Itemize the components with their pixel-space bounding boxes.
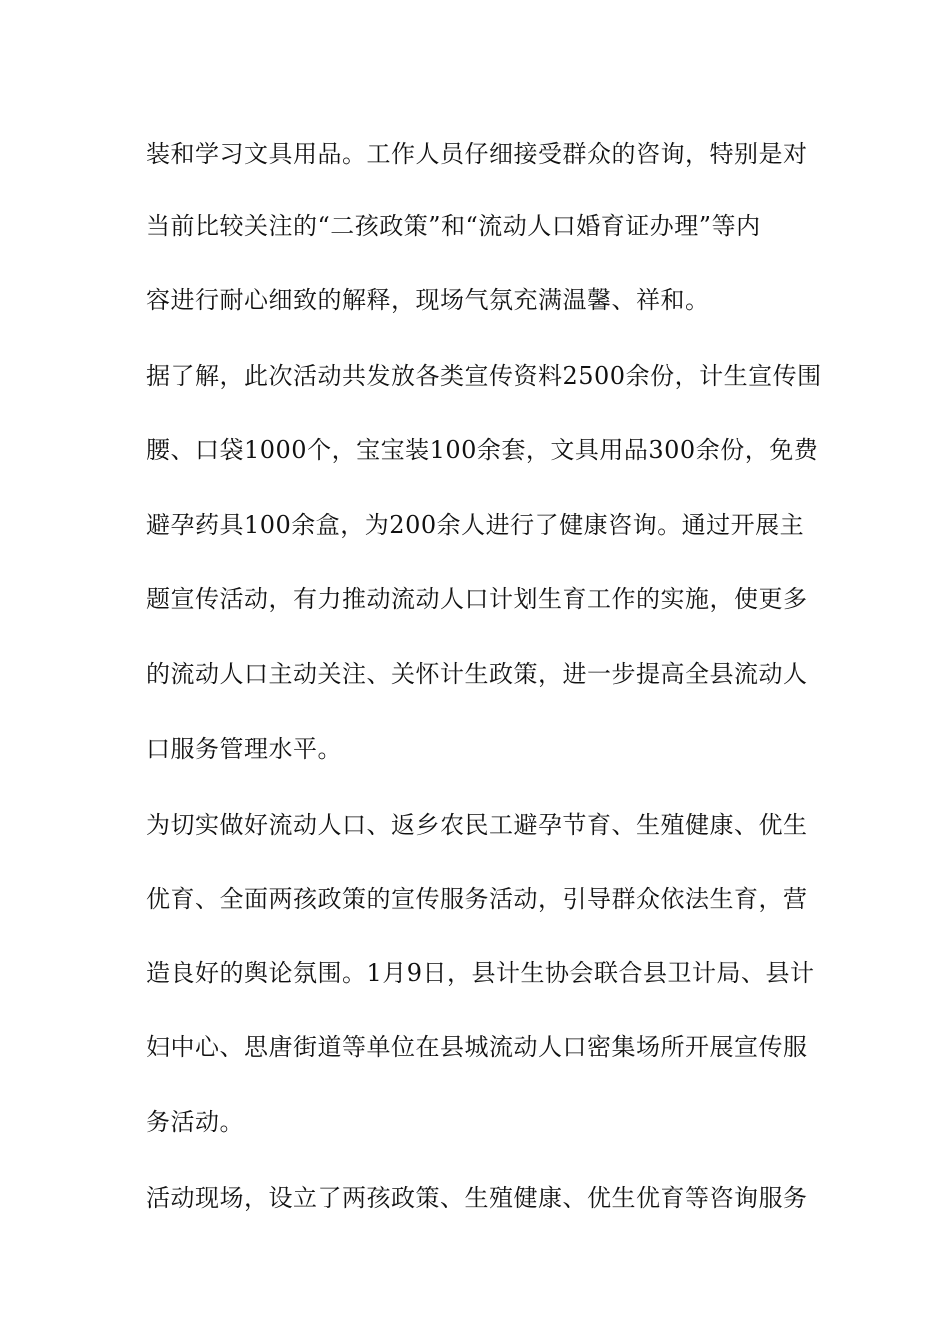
- text-line: 务活动。: [146, 1108, 244, 1136]
- text-line: 装和学习文具用品。工作人员仔细接受群众的咨询，特别是对: [146, 140, 808, 168]
- text-line: 避孕药具100余盒，为200余人进行了健康咨询。通过开展主: [146, 511, 805, 539]
- text-line: 造良好的舆论氛围。1月9日，县计生协会联合县卫计局、县计: [146, 959, 815, 987]
- text-line: 的流动人口主动关注、关怀计生政策，进一步提高全县流动人: [146, 660, 808, 688]
- text-line: 优育、全面两孩政策的宣传服务活动，引导群众依法生育，营: [146, 885, 808, 913]
- text-line: 腰、口袋1000个，宝宝装100余套，文具用品300余份，免费: [146, 436, 819, 464]
- text-line: 当前比较关注的“二孩政策”和“流动人口婚育证办理”等内: [146, 212, 761, 240]
- text-line: 妇中心、思唐街道等单位在县城流动人口密集场所开展宣传服: [146, 1033, 808, 1061]
- text-line: 容进行耐心细致的解释，现场气氛充满温馨、祥和。: [146, 286, 710, 314]
- text-line: 活动现场，设立了两孩政策、生殖健康、优生优育等咨询服务: [146, 1184, 808, 1212]
- text-line: 题宣传活动，有力推动流动人口计划生育工作的实施，使更多: [146, 585, 808, 613]
- text-line: 据了解，此次活动共发放各类宣传资料2500余份，计生宣传围: [146, 362, 822, 390]
- text-line: 口服务管理水平。: [146, 735, 342, 763]
- text-line: 为切实做好流动人口、返乡农民工避孕节育、生殖健康、优生: [146, 811, 808, 839]
